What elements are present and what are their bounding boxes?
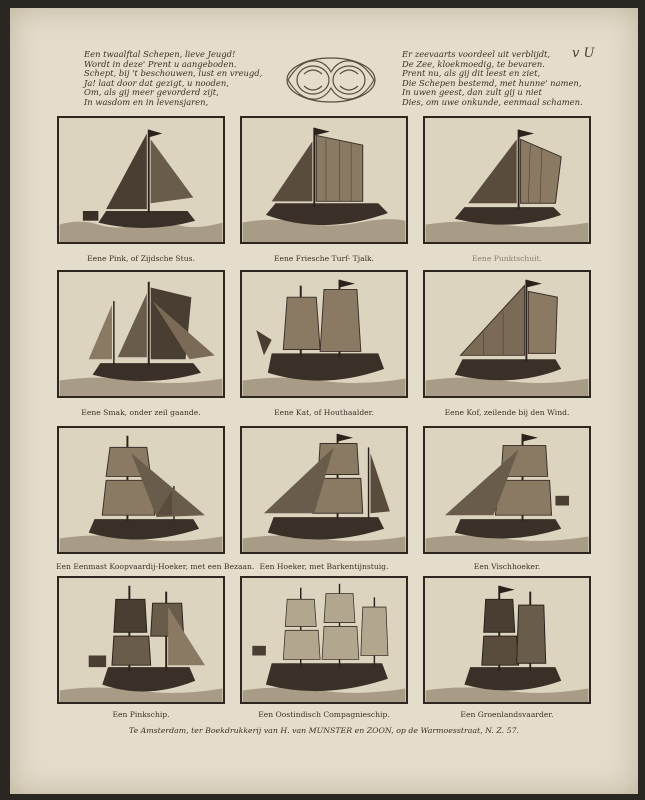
ship-caption: Eene Kat, of Houthaalder. [274,408,374,417]
ship-woodcut [423,576,591,704]
ship-groenlandsvaarder-illustration [425,578,589,702]
ship-koopvaardij-hoeker-illustration [59,428,223,552]
verse-left [84,50,262,108]
ship-woodcut [57,576,225,704]
verse-line: De Zee, kloekmoedig, te bevaren. [402,58,545,69]
ship-oostindisch-illustration [242,578,406,702]
ship-woodcut [57,270,225,398]
verse-line: Er zeevaarts voordeel uit verblijdt, [402,49,551,59]
verse-line: In uwen geest, dan zult gij u niet [402,87,542,98]
ship-pink-illustration [59,118,223,242]
printer-imprint: Te Amsterdam, ter Boekdrukkerij van H. van MUNSTER en ZOON, op de Warmoesstraat, N. Z. 57. [128,726,520,735]
ship-vischhoeker-illustration [425,428,589,552]
ship-kat-illustration [242,272,406,396]
ship-woodcut [240,116,408,244]
sheet-number: v U [572,46,595,61]
ship-punktschuit-illustration [425,118,589,242]
ship-woodcut [423,270,591,398]
ship-woodcut [240,270,408,398]
verse-line: Wordt in deze' Prent u aangeboden. [84,58,237,69]
verse-right [402,50,583,108]
verse-line: Een twaalftal Schepen, lieve Jeugd! [84,49,236,59]
verse-line: Ja! laat door dat gezigt, u nooden, [84,77,229,88]
ship-caption: Een Eenmast Koopvaardij-Hoeker, met een Bezaan. [56,562,255,571]
ship-caption: Een Oostindisch Compagnieschip. [258,710,390,719]
ship-caption: Een Hoeker, met Barkentijnstuig. [259,562,389,571]
ship-hoeker-barkentijn-illustration [242,428,406,552]
ship-caption: Eene Smak, onder zeil gaande. [81,408,201,417]
ship-caption: Eene Punktschuit. [471,254,543,263]
ship-tjalk-illustration [242,118,406,242]
verse-line: Prent nu, als gij dit leest en ziet, [402,68,541,79]
ship-woodcut [423,426,591,554]
ship-woodcut [240,576,408,704]
ship-woodcut [57,426,225,554]
verse-line: Om, als gij meer gevorderd zijt, [84,87,219,98]
ship-woodcut [423,116,591,244]
verse-line: In wasdom en in levensjaren, [84,96,209,107]
ship-woodcut [57,116,225,244]
ship-pinkschip-illustration [59,578,223,702]
ship-caption: Een Vischhoeker. [473,562,541,571]
ship-woodcut [240,426,408,554]
verse-line: Die Schepen bestemd, met hunne' namen, [402,77,582,88]
ship-caption: Eene Kof, zeilende bij den Wind. [444,408,570,417]
verse-line: Dies, om uwe onkunde, eenmaal schamen. [402,96,583,107]
ship-caption: Eene Pink, of Zijdsche Stus. [87,254,195,263]
ornament-vignette [282,52,380,108]
ship-caption: Eene Friesche Turf- Tjalk. [273,254,375,263]
ship-caption: Een Groenlandsvaarder. [460,710,554,719]
broadsheet [10,8,638,794]
verse-line: Schept, bij 't beschouwen, lust en vreugd, [84,68,263,79]
ship-kof-illustration [425,272,589,396]
ship-smak-illustration [59,272,223,396]
ship-caption: Een Pinkschip. [112,710,170,719]
